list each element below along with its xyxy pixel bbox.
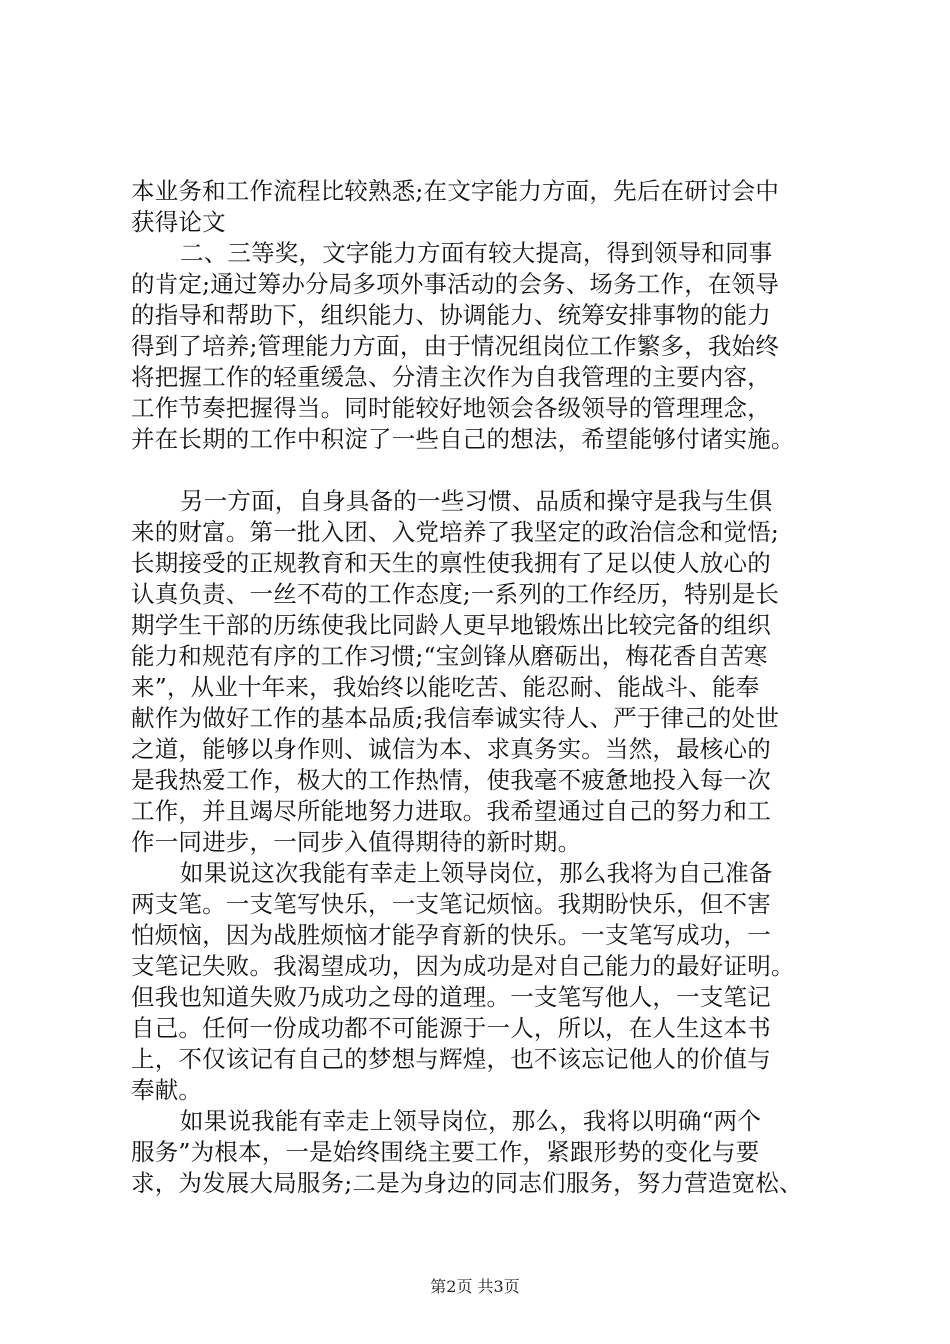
text-line: 如果说这次我能有幸走上领导岗位，那么我将为自己准备 bbox=[180, 859, 773, 887]
paragraph-3 bbox=[131, 486, 831, 858]
text-line: 服务”为根本，一是始终围绕主要工作，紧跟形势的变化与要 bbox=[131, 1138, 760, 1166]
text-line: 的肯定;通过筹办分局多项外事活动的会务、场务工作，在领导 bbox=[131, 270, 780, 298]
text-line: 工作节奏把握得当。同时能较好地领会各级领导的管理理念， bbox=[131, 394, 771, 422]
paragraph-2 bbox=[131, 238, 831, 455]
text-line: 作一同进步，一同步入值得期待的新时期。 bbox=[131, 828, 582, 856]
text-line: 长期接受的正规教育和天生的禀性使我拥有了足以使人放心的 bbox=[131, 549, 771, 577]
text-line: 获得论文 bbox=[131, 208, 226, 236]
text-line: 献作为做好工作的基本品质;我信奉诚实待人、严于律己的处世 bbox=[131, 704, 780, 732]
text-line: 认真负责、一丝不苟的工作态度;一系列的工作经历，特别是长 bbox=[131, 580, 780, 608]
text-line: 将把握工作的轻重缓急、分清主次作为自我管理的主要内容， bbox=[131, 363, 771, 391]
document-body bbox=[131, 176, 831, 1199]
text-line: 来”，从业十年来，我始终以能吃苦、能忍耐、能战斗、能奉 bbox=[131, 673, 760, 701]
text-line: 怕烦恼，因为战胜烦恼才能孕育新的快乐。一支笔写成功，一 bbox=[131, 921, 771, 949]
text-line: 本业务和工作流程比较熟悉;在文字能力方面，先后在研讨会中 bbox=[131, 177, 780, 205]
text-line: 如果说我能有幸走上领导岗位，那么，我将以明确“两个 bbox=[180, 1107, 762, 1135]
paragraph-1 bbox=[131, 176, 831, 238]
text-line: 求，为发展大局服务;二是为身边的同志们服务，努力营造宽松、 bbox=[131, 1169, 803, 1197]
text-line: 上，不仅该记有自己的梦想与辉煌，也不该忘记他人的价值与 bbox=[131, 1045, 771, 1073]
text-line: 是我热爱工作，极大的工作热情，使我毫不疲惫地投入每一次 bbox=[131, 766, 771, 794]
text-line: 另一方面，自身具备的一些习惯、品质和操守是我与生俱 bbox=[180, 487, 773, 515]
text-line: 但我也知道失败乃成功之母的道理。一支笔写他人，一支笔记 bbox=[131, 983, 771, 1011]
text-line: 来的财富。第一批入团、入党培养了我坚定的政治信念和觉悟; bbox=[131, 518, 780, 546]
paragraph-5 bbox=[131, 1106, 831, 1199]
text-line: 能力和规范有序的工作习惯;“宝剑锋从磨砺出，梅花香自苦寒 bbox=[131, 642, 768, 670]
page-number-footer: 第2页 共3页 bbox=[430, 1277, 520, 1296]
text-line: 支笔记失败。我渴望成功，因为成功是对自己能力的最好证明。 bbox=[131, 952, 795, 980]
text-line: 期学生干部的历练使我比同龄人更早地锻炼出比较完备的组织 bbox=[131, 611, 771, 639]
text-line: 得到了培养;管理能力方面，由于情况组岗位工作繁多，我始终 bbox=[131, 332, 780, 360]
text-line: 两支笔。一支笔写快乐，一支笔记烦恼。我期盼快乐，但不害 bbox=[131, 890, 771, 918]
text-line: 的指导和帮助下，组织能力、协调能力、统筹安排事物的能力 bbox=[131, 301, 771, 329]
text-line: 自己。任何一份成功都不可能源于一人，所以，在人生这本书 bbox=[131, 1014, 771, 1042]
text-line: 之道，能够以身作则、诚信为本、求真务实。当然，最核心的 bbox=[131, 735, 771, 763]
text-line: 并在长期的工作中积淀了一些自己的想法，希望能够付诸实施。 bbox=[131, 425, 795, 453]
text-line: 工作，并且竭尽所能地努力进取。我希望通过自己的努力和工 bbox=[131, 797, 771, 825]
text-line: 二、三等奖，文字能力方面有较大提高，得到领导和同事 bbox=[180, 239, 773, 267]
paragraph-4 bbox=[131, 858, 831, 1106]
text-line: 奉献。 bbox=[131, 1076, 203, 1104]
paragraph-spacer bbox=[131, 455, 831, 486]
